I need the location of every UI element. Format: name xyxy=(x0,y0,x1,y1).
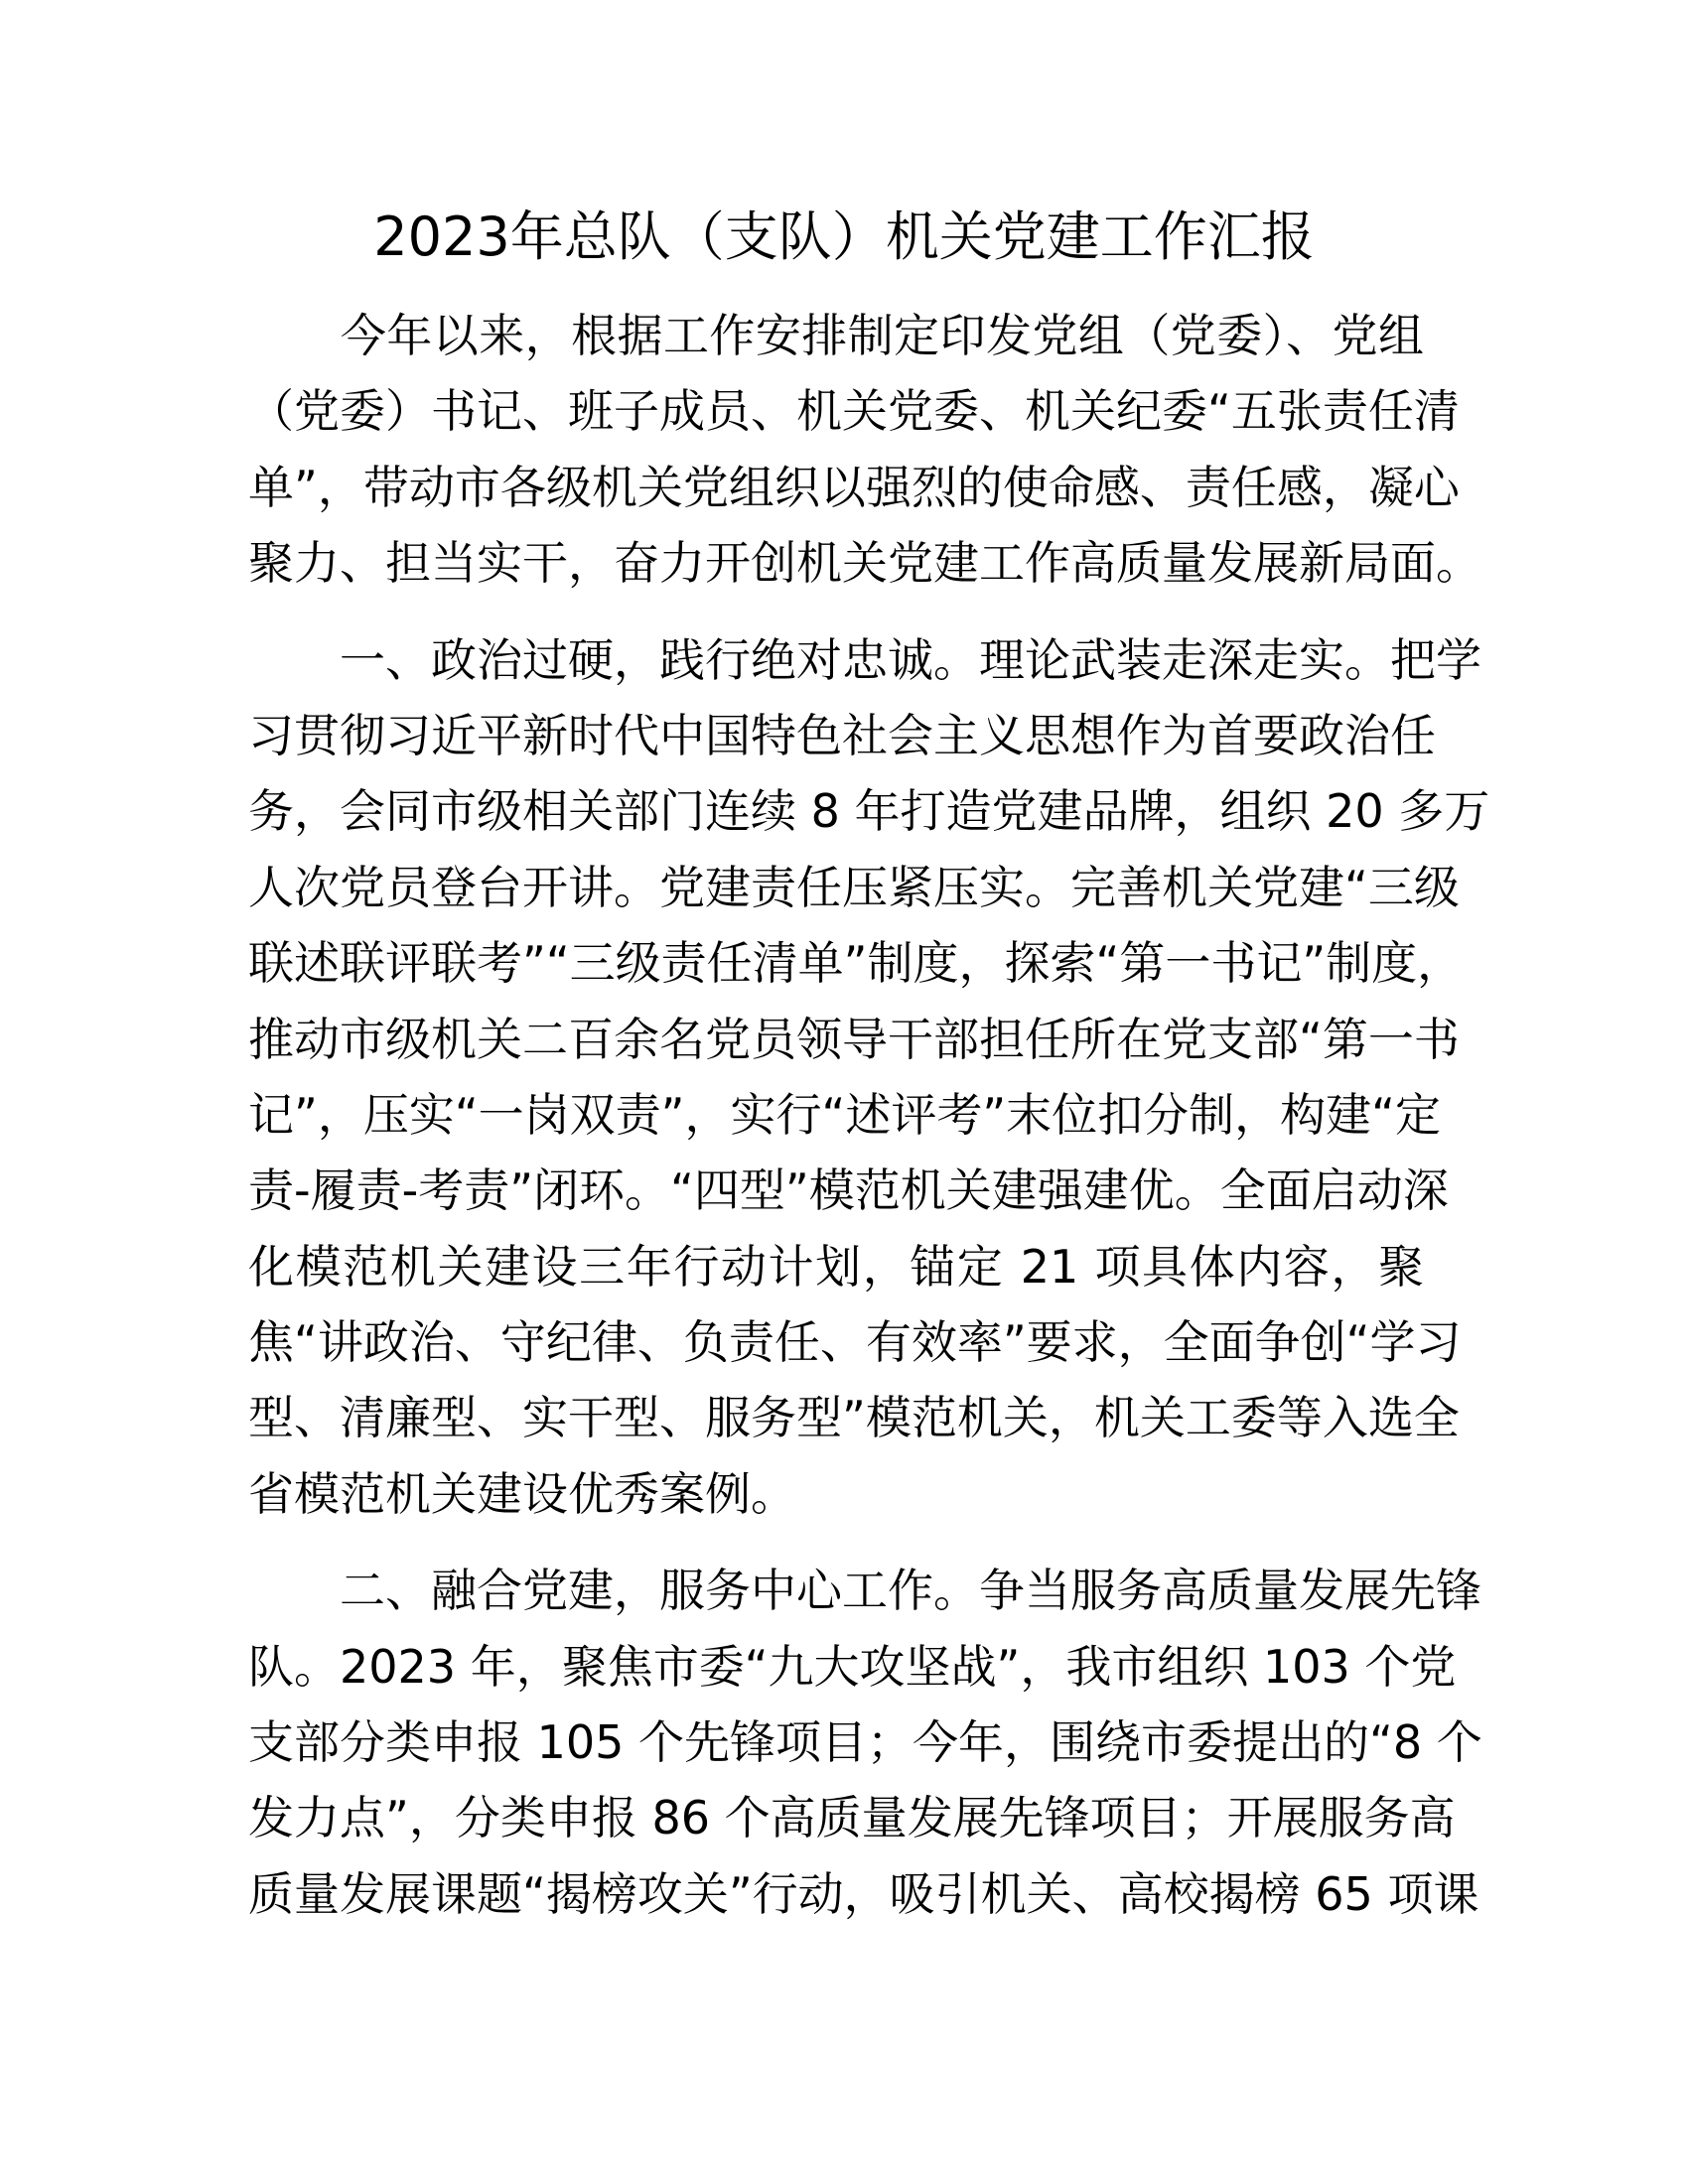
text-line: 聚力、担当实干，奋力开创机关党建工作高质量发展新局面。 xyxy=(248,536,1481,591)
text-line: 推动市级机关二百余名党员领导干部担任所在党支部“第一书 xyxy=(248,1012,1460,1066)
text-line: 型、清廉型、实干型、服务型”模范机关，机关工委等入选全 xyxy=(248,1391,1460,1445)
paragraph xyxy=(248,622,1490,1533)
paragraph xyxy=(248,298,1481,602)
text-line: 队。2023 年，聚焦市委“九大攻坚战”，我市组织 103 个党 xyxy=(248,1639,1457,1694)
text-line: 今年以来，根据工作安排制定印发党组（党委）、党组 xyxy=(248,309,1424,362)
document-body xyxy=(248,298,1490,1953)
text-line: （党委）书记、班子成员、机关党委、机关纪委“五张责任清 xyxy=(248,384,1460,439)
text-line: 质量发展课题“揭榜攻关”行动，吸引机关、高校揭榜 65 项课 xyxy=(248,1866,1479,1921)
text-line: 省模范机关建设优秀案例。 xyxy=(248,1466,796,1521)
text-line: 焦“讲政治、守纪律、负责任、有效率”要求，全面争创“学习 xyxy=(248,1315,1462,1370)
text-line: 发力点”，分类申报 86 个高质量发展先锋项目；开展服务高 xyxy=(248,1791,1456,1845)
text-line: 二、融合党建，服务中心工作。争当服务高质量发展先锋 xyxy=(248,1564,1481,1618)
text-line: 单”，带动市各级机关党组织以强烈的使命感、责任感，凝心 xyxy=(248,460,1460,514)
text-line: 人次党员登台开讲。党建责任压紧压实。完善机关党建“三级 xyxy=(248,860,1460,914)
text-line: 务，会同市级相关部门连续 8 年打造党建品牌，组织 20 多万 xyxy=(248,784,1490,839)
text-line: 责-履责-考责”闭环。“四型”模范机关建强建优。全面启动深 xyxy=(248,1163,1449,1218)
text-line: 联述联评联考”“三级责任清单”制度，探索“第一书记”制度， xyxy=(248,936,1464,991)
text-line: 习贯彻习近平新时代中国特色社会主义思想作为首要政治任 xyxy=(248,708,1436,762)
paragraph xyxy=(248,1553,1482,1932)
text-line: 记”，压实“一岗双责”，实行“述评考”末位扣分制，构建“定 xyxy=(248,1087,1441,1142)
document-title: 2023年总队（支队）机关党建工作汇报 xyxy=(373,205,1315,268)
text-line: 化模范机关建设三年行动计划，锚定 21 项具体内容，聚 xyxy=(248,1239,1424,1294)
text-line: 一、政治过硬，践行绝对忠诚。理论武装走深走实。把学 xyxy=(248,632,1481,687)
text-line: 支部分类申报 105 个先锋项目；今年，围绕市委提出的“8 个 xyxy=(248,1715,1482,1770)
